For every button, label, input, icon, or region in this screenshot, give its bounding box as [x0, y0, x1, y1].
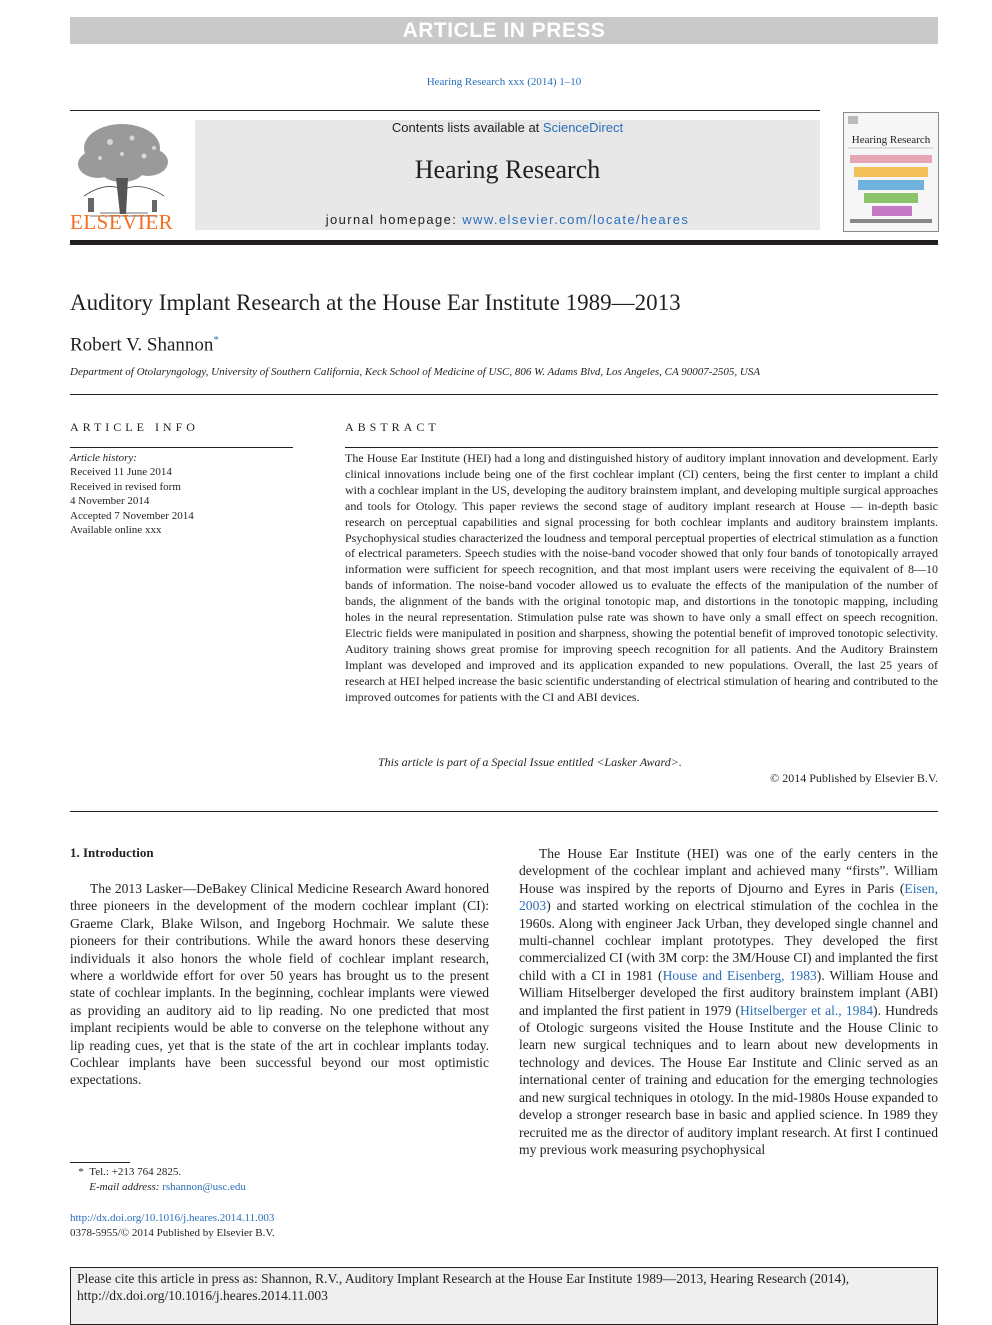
author-line — [70, 334, 219, 356]
article-info-heading: ARTICLE INFO — [70, 420, 199, 434]
journal-name: Hearing Research — [414, 155, 601, 184]
text-run: The House Ear Institute (HEI) was one of the early centers in the development of the cochlear implant and achieved many “firsts”. William House was inspired by the reports of Djourno and Eyres in Paris ( — [519, 846, 938, 896]
corresponding-author-mark[interactable]: * — [213, 334, 219, 346]
intro-right-column — [519, 845, 938, 1158]
doi-block — [70, 1211, 275, 1241]
author-footnote — [70, 1165, 246, 1195]
history-item: Accepted 7 November 2014 — [70, 509, 194, 522]
author-name: Robert V. Shannon — [70, 334, 214, 356]
homepage-link[interactable]: www.elsevier.com/locate/heares — [462, 212, 690, 227]
section-divider — [70, 394, 938, 395]
intro-left-column — [70, 880, 489, 1089]
sciencedirect-link[interactable]: ScienceDirect — [542, 120, 624, 135]
history-item: Available online xxx — [70, 524, 162, 537]
special-issue-note: This article is part of a Special Issue entitled <Lasker Award>. — [378, 755, 682, 769]
journal-homepage — [195, 212, 820, 227]
abstract-rule — [345, 447, 938, 448]
footnote-rule — [70, 1162, 130, 1163]
email-label: E-mail address: — [89, 1181, 160, 1193]
contents-availability — [195, 120, 820, 135]
reference-link[interactable]: Eisen, 2003 — [519, 880, 938, 914]
reference-link[interactable]: House and Eisenberg, 1983 — [662, 967, 817, 983]
citation-box: Please cite this article in press as: Shannon, R.V., Auditory Implant Research at the House Ear Institute 1989—2013, Hearing Research (2014), http://dx.doi.org/10.1016/j.heares.2014.11.003 — [70, 1267, 938, 1325]
tel-text: Tel.: +213 764 2825. — [89, 1166, 182, 1178]
email-link[interactable]: rshannon@usc.edu — [162, 1181, 246, 1193]
text-run: ) and started working on electrical stimulation of the cochlea in the 1960s. Along with engineer Jack Urban, they developed single channel and multi-channel cochlear implant prototypes. They developed the first commercialized CI (with 3M corp: the 3M/House CI) and implanted the first child with a CI in 1981 ( — [519, 898, 938, 983]
abstract-copyright: © 2014 Published by Elsevier B.V. — [770, 771, 938, 785]
text-run: ). Hundreds of Otologic surgeons visited the House Institute and the House Clinic to learn new surgical techniques and to learn about new developments in technology and devices. The House Ear Institute and Clinic served as an international center of training and education for the emerging technologies and new surgical techniques in otology. In the mid-1980s House expanded to develop a stronger research base in basic and applied science. In 1989 they recruited me as the director of auditory implant research. At first I continued my previous work measuring psychophysical — [519, 1002, 938, 1157]
article-history — [70, 451, 290, 537]
footnote-email — [70, 1180, 246, 1195]
text-run: ). William House and William Hitselberger developed the first auditory brainstem implant (ABI) and implanted the first patient in 1979 ( — [519, 967, 938, 1018]
body-divider — [70, 811, 938, 812]
author-affiliation: Department of Otolaryngology, University of Southern California, Keck School of Medicine of USC, 806 W. Adams Blvd, Los Angeles, CA 90007-2505, USA — [70, 366, 761, 378]
header-bottom-rule — [70, 240, 938, 245]
doi-link[interactable]: http://dx.doi.org/10.1016/j.heares.2014.11.003 — [70, 1212, 275, 1224]
journal-cover-image[interactable] — [843, 112, 939, 232]
history-item: Received 11 June 2014 — [70, 466, 172, 479]
elsevier-wordmark: ELSEVIER — [70, 210, 174, 234]
intro-paragraph-2 — [519, 845, 938, 1158]
contents-prefix: Contents lists available at — [391, 120, 543, 135]
journal-reference[interactable]: Hearing Research xxx (2014) 1–10 — [426, 76, 582, 88]
homepage-prefix: journal homepage: — [325, 212, 463, 227]
history-label: Article history: — [70, 452, 137, 464]
history-item: Received in revised form — [70, 480, 181, 493]
history-item: 4 November 2014 — [70, 495, 150, 508]
intro-paragraph: The 2013 Lasker—DeBakey Clinical Medicine Research Award honored three pioneers in the development of the modern cochlear implant (CI): Graeme Clark, Blake Wilson, and Ingeborg Hochmair. We salute these pioneers for their contributions. While the award honors these deserving individuals it also honors the whole field of cochlear implant research, where a worldwide effort for over 50 years has brought us to the present state of cochlear implants. In the beginning, cochlear implants were viewed as providing an auditory aid to lip reading. No one predicted that most implant recipients would be able to converse on the telephone without any lip reading cues, yet that is the state of the art in cochlear implants today. Cochlear implants have been successful beyond our most optimistic expectations. — [70, 881, 489, 1088]
footnote-tel: * Tel.: +213 764 2825. — [70, 1166, 182, 1178]
article-info-rule — [70, 447, 293, 448]
abstract-text: The House Ear Institute (HEI) had a long and distinguished history of auditory implant innovation and development. Early clinical innovations include being one of the first cochlear implant (CI) centers, being the first center to implant a child with a cochlear implant in the US, developing the auditory brainstem implant, and developing multiple surgical approaches and tools for Otology. This paper reviews the second stage of auditory implant research at House — in-depth basic research on perceptual capabilities and signal processing for both cochlear implants and auditory brainstem implants. Psychophysical studies characterized the loudness and temporal perceptual properties of electrical stimulation as a function of electrical parameters. Speech studies with the noise-band vocoder showed that only four bands of tonotopically arrayed information were sufficient for speech recognition, and that most implant users were receiving the equivalent of 8—10 bands of information. The noise-band vocoder allowed us to evaluate the effects of the manipulation of the number of bands, the alignment of the bands with the original tonotopic map, and distortions in the tonotopic mapping, including holes in the neural representation. Stimulation pulse rate was shown to have only a small effect on speech recognition. Electric fields were manipulated in position and sharpness, showing the potential benefit of improved tonotopic selectivity. Auditory training shows great promise for improving speech recognition for all patients. And the Auditory Brainstem Implant was developed and improved and its application expanded to new populations. Overall, the last 25 years of research at HEI helped increase the basic scientific understanding of electrical stimulation of hearing and contributed to the improved outcomes for patients with the CI and ABI devices. — [345, 451, 938, 704]
introduction-heading: 1. Introduction — [70, 845, 154, 860]
reference-link[interactable]: Hitselberger et al., 1984 — [739, 1002, 874, 1018]
article-in-press-banner: ARTICLE IN PRESS — [70, 17, 938, 44]
header-top-rule — [70, 110, 820, 111]
abstract-heading: ABSTRACT — [345, 420, 440, 434]
cover-title: Hearing Research — [851, 134, 931, 146]
article-title: Auditory Implant Research at the House Ear Institute 1989—2013 — [70, 290, 681, 315]
issn-line: 0378-5955/© 2014 Published by Elsevier B.V. — [70, 1227, 275, 1239]
